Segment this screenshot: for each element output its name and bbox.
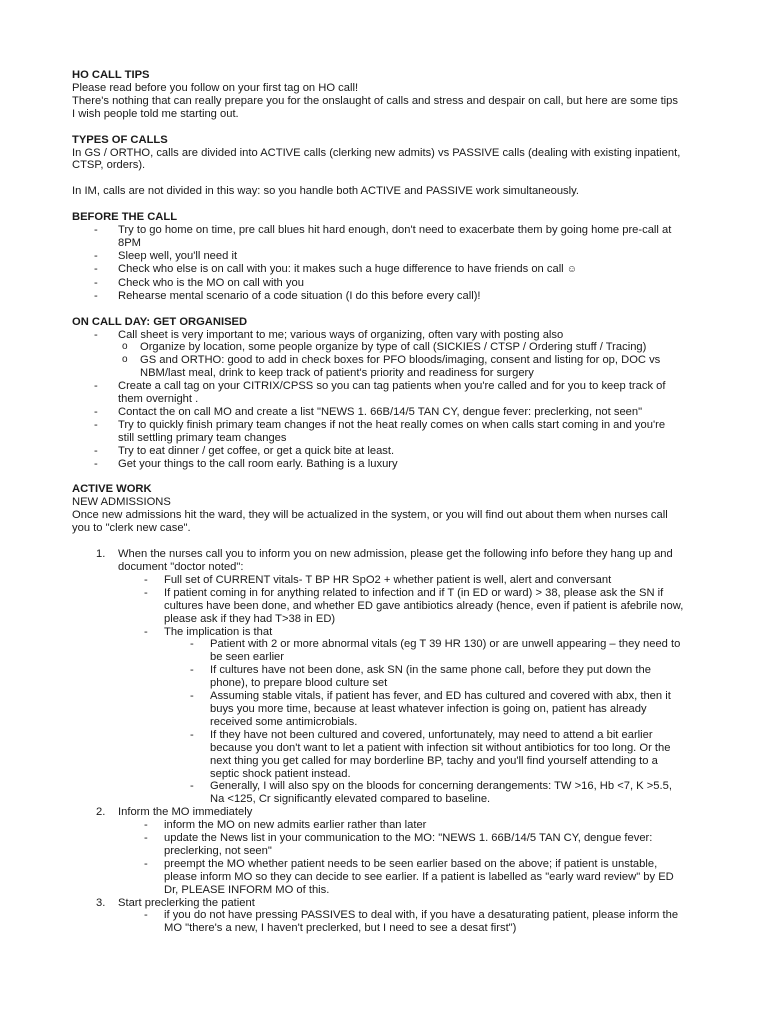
section-heading-before: BEFORE THE CALL: [72, 211, 178, 224]
numbered-item-2: 2. Inform the MO immediately - inform the MO on new admits earlier rather than later - update the News list in your communication to the MO: "NEWS 1. 66B/14/5 TAN CY, dengue fever: preclerking, not seen" - preempt the MO whether patient needs to be seen earlier based on the above; if patient is unstable, please inform MO so they can decide to see earlier. If a patient is labelled as "early ward review" by ED Dr, PLEASE INFORM MO of this.: [72, 806, 684, 896]
document-body: [72, 69, 684, 935]
list-item: - Check who else is on call with you: it makes such a huge difference to have friends on call ☺: [72, 263, 684, 277]
implication-list: [164, 638, 684, 806]
list-item: - Full set of CURRENT vitals- T BP HR SpO2 + whether patient is well, alert and conversant: [118, 574, 684, 587]
before-list: [72, 224, 684, 302]
section-heading-oncall: ON CALL DAY: GET ORGANISED: [72, 315, 248, 328]
list-item: - If patient coming in for anything related to infection and if T (in ED or ward) > 38, please ask the SN if cultures have been done, and whether ED gave antibiotics already (hence, even if patient is afebrile now, please ask if they had T>38 in ED): [118, 587, 684, 626]
list-item: - Contact the on call MO and create a list "NEWS 1. 66B/14/5 TAN CY, dengue fever: preclerking, not seen": [72, 406, 684, 419]
list-item: - preempt the MO whether patient needs to be seen earlier based on the above; if patient is unstable, please inform MO so they can decide to see earlier. If a patient is labelled as "early ward review" by ED Dr, PLEASE INFORM MO of this.: [118, 858, 684, 897]
document-title: HO CALL TIPS: [72, 69, 150, 81]
list-item: - update the News list in your communication to the MO: "NEWS 1. 66B/14/5 TAN CY, dengue fever: preclerking, not seen": [118, 832, 684, 858]
list-item: - If cultures have not been done, ask SN (in the same phone call, before they put down the phone), to prepare blood culture set: [164, 664, 684, 690]
section-heading-active: ACTIVE WORK: [72, 483, 152, 496]
subheading-new-admissions: NEW ADMISSIONS: [72, 496, 171, 509]
list-item: - Try to quickly finish primary team changes if not the heat really comes on when calls start coming in and you're still settling primary team changes: [72, 419, 684, 445]
list-item: - Patient with 2 or more abnormal vitals (eg T 39 HR 130) or are unwell appearing – they need to be seen earlier: [164, 638, 684, 664]
list-item: - Call sheet is very important to me; various ways of organizing, often vary with posting also o Organize by location, some people organize by type of call (SICKIES / CTSP / Ordering stuff / Tracing) o GS and ORTHO: good to add in check boxes for PFO bloods/imaging, consent and listing for op, DOC vs NBM/last meal, drink to keep track of patient's priority and readiness for surgery: [72, 329, 684, 381]
types-paragraph-1: In GS / ORTHO, calls are divided into ACTIVE calls (clerking new admits) vs PASSIVE calls (dealing with existing inpatient, CTSP, orders).: [72, 146, 681, 172]
oncall-list: [72, 329, 684, 471]
list-item: - Try to go home on time, pre call blues hit hard enough, don't need to exacerbate them by going home pre-call at 8PM: [72, 224, 684, 250]
types-paragraph-2: In IM, calls are not divided in this way: so you handle both ACTIVE and PASSIVE work simultaneously.: [72, 185, 580, 198]
list-item: o Organize by location, some people organize by type of call (SICKIES / CTSP / Ordering stuff / Tracing): [118, 341, 684, 354]
list-item: - inform the MO on new admits earlier rather than later: [118, 819, 684, 832]
list-item: - If they have not been cultured and covered, unfortunately, may need to attend a bit earlier because you don't want to let a patient with infection sit without antibiotics for too long. Or the next thing you get called for may borderline BP, tachy and you'll find yourself attending to a septic shock patient instead.: [164, 729, 684, 781]
smiley-icon: ☺: [566, 263, 577, 275]
numbered-item-3: 3. Start preclerking the patient - if you do not have pressing PASSIVES to deal with, if you have a desaturating patient, please inform the MO "there's a new, I haven't preclerked, but I need to see a desat first"): [72, 897, 684, 936]
list-item: - Rehearse mental scenario of a code situation (I do this before every call)!: [72, 290, 684, 303]
list-item: - Create a call tag on your CITRIX/CPSS so you can tag patients when you're called and for you to keep track of them overnight .: [72, 380, 684, 406]
section-heading-types: TYPES OF CALLS: [72, 133, 168, 146]
oncall-sublist: [118, 341, 684, 380]
list-item: - The implication is that - Patient with 2 or more abnormal vitals (eg T 39 HR 130) or are unwell appearing – they need to be seen earlier - If cultures have not been done, ask SN (in the same phone call, before they put down the phone), to prepare blood culture set - Assuming stable vitals, if patient has fever, and ED has cultured and covered with abx, then it buys you more time, because at least whatever infection is going on, patient has already received some antimicrobials. - If they have not been cultured and covered, unfortunately, may need to attend a bit earlier because you don't want to let a patient with infection sit without antibiotics for too long. Or the next thing you get called for may borderline BP, tachy and you'll find yourself attending to a septic shock patient instead. - Generally, I will also spy on the bloods for concerning derangements: TW >16, Hb <7, K >5.5, Na <125, Cr significantly elevated compared to baseline.: [118, 626, 684, 807]
intro-line-1: Please read before you follow on your first tag on HO call!: [72, 81, 359, 94]
list-item: - Assuming stable vitals, if patient has fever, and ED has cultured and covered with abx, then it buys you more time, because at least whatever infection is going on, patient has already received some antimicrobials.: [164, 690, 684, 729]
list-item: - if you do not have pressing PASSIVES to deal with, if you have a desaturating patient, please inform the MO "there's a new, I haven't preclerked, but I need to see a desat first"): [118, 909, 684, 935]
numbered-item-1: 1. When the nurses call you to inform you on new admission, please get the following info before they hang up and document "doctor noted": - Full set of CURRENT vitals- T BP HR SpO2 + whether patient is well, alert and conversant - If patient coming in for anything related to infection and if T (in ED or ward) > 38, please ask the SN if cultures have been done, and whether ED gave antibiotics already (hence, even if patient is afebrile now, please ask if they had T>38 in ED) - The implication is that - Patient with 2 or more abnormal vitals (eg T 39 HR 130) or are unwell appearing – they need to be seen earlier - If cultures have not been done, ask SN (in the same phone call, before they put down the phone), to prepare blood culture set - Assuming stable vitals, if patient has fever, and ED has cultured and covered with abx, then it buys you more time, because at least whatever infection is going on, patient has already received some antimicrobials. - If they have not been cultured and covered, unfortunately, may need to attend a bit earlier because you don't want to let a patient with infection sit without antibiotics for too long. Or the next thing you get called for may borderline BP, tachy and you'll find yourself attending to a septic shock patient instead. - Generally, I will also spy on the bloods for concerning derangements: TW >16, Hb <7, K >5.5, Na <125, Cr significantly elevated compared to baseline.: [72, 548, 684, 806]
active-intro: Once new admissions hit the ward, they will be actualized in the system, or you will find out about them when nurses call you to "clerk new case".: [72, 509, 668, 535]
list-item: - Get your things to the call room early. Bathing is a luxury: [72, 458, 684, 471]
list-item: - Try to eat dinner / get coffee, or get a quick bite at least.: [72, 445, 684, 458]
list-item: o GS and ORTHO: good to add in check boxes for PFO bloods/imaging, consent and listing for op, DOC vs NBM/last meal, drink to keep track of patient's priority and readiness for surgery: [118, 354, 684, 380]
vitals-list: [118, 574, 684, 806]
preclerk-list: [118, 909, 684, 935]
active-numbered-list: [72, 548, 684, 935]
list-item: - Check who is the MO on call with you: [72, 277, 684, 290]
list-item: - Sleep well, you'll need it: [72, 250, 684, 263]
intro-line-2: There's nothing that can really prepare you for the onslaught of calls and stress and despair on call, but here are some tips I wish people told me starting out.: [72, 94, 678, 120]
list-item: - Generally, I will also spy on the bloods for concerning derangements: TW >16, Hb <7, K >5.5, Na <125, Cr significantly elevated compared to baseline.: [164, 780, 684, 806]
inform-mo-list: [118, 819, 684, 896]
